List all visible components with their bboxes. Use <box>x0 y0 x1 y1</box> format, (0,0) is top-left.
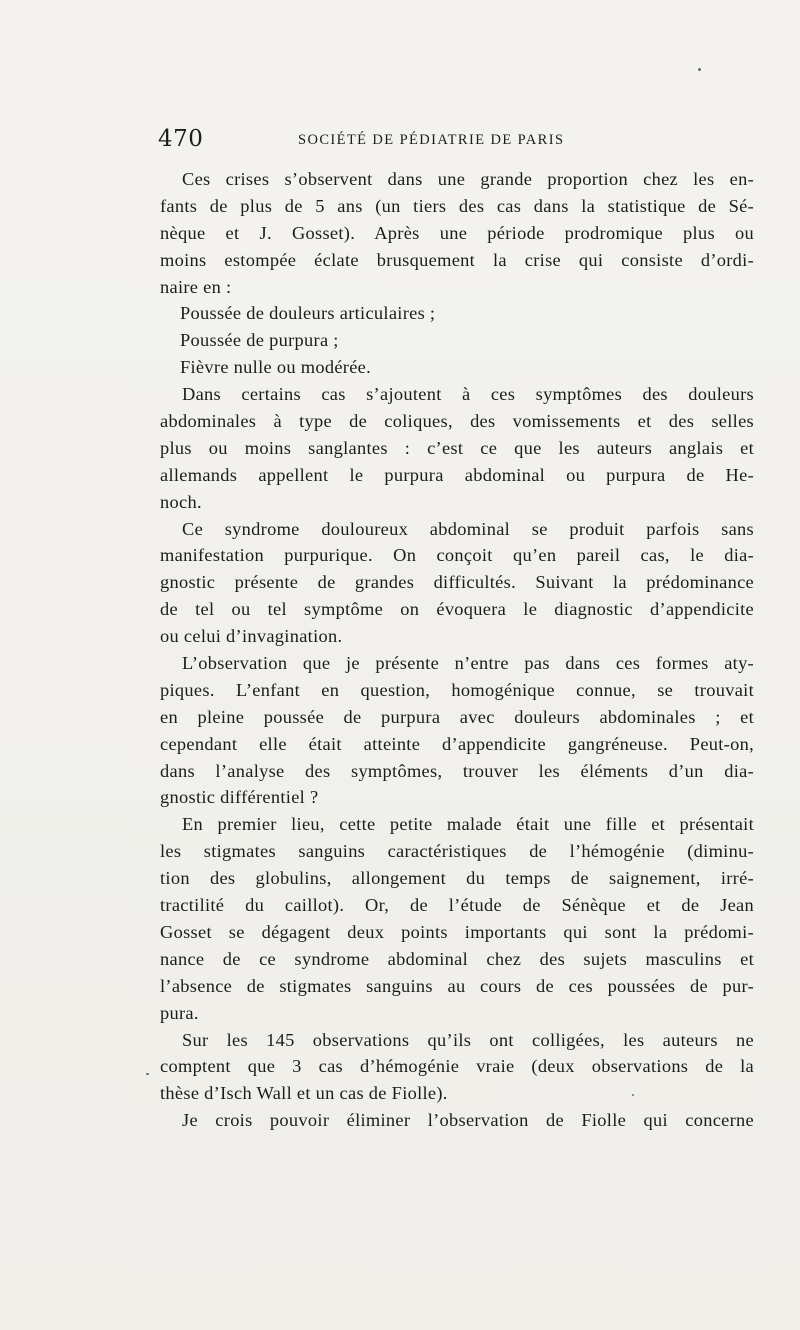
text-line: Gosset se dégagent deux points importants qui sont la prédomi- <box>160 921 754 942</box>
text-line: Ce syndrome douloureux abdominal se produit parfois sans <box>182 518 754 539</box>
page-number: 470 <box>158 126 204 152</box>
text-line: comptent que 3 cas d’hémogénie vraie (deux observations de la <box>160 1056 754 1077</box>
page-header <box>158 126 754 156</box>
text-line: moins estompée éclate brusquement la crise qui consiste d’ordi- <box>160 249 754 270</box>
text-line: Poussée de douleurs articulaires ; <box>180 303 436 324</box>
text-line: Ces crises s’observent dans une grande proportion chez les en- <box>182 169 754 189</box>
text-line: manifestation purpurique. On conçoit qu’en pareil cas, le dia- <box>160 545 754 566</box>
text-line: fants de plus de 5 ans (un tiers des cas dans la statistique de Sé- <box>160 195 754 216</box>
body-text <box>160 166 754 1134</box>
text-line: Sur les 145 observations qu’ils ont colligées, les auteurs ne <box>182 1029 754 1050</box>
text-line: ou celui d’invagination. <box>160 626 343 647</box>
text-line: piques. L’enfant en question, homogénique connue, se trouvait <box>160 679 754 700</box>
text-line: allemands appellent le purpura abdominal ou purpura de He- <box>160 464 754 485</box>
scan-speck <box>698 68 701 71</box>
text-line: dans l’analyse des symptômes, trouver les éléments d’un dia- <box>160 760 754 781</box>
text-line: L’observation que je présente n’entre pas dans ces formes aty- <box>182 653 754 674</box>
text-line: Je crois pouvoir éliminer l’observation de Fiolle qui concerne <box>182 1110 754 1131</box>
text-line: tion des globulins, allongement du temps de saignement, irré- <box>160 868 754 889</box>
text-line: cependant elle était atteinte d’appendicite gangréneuse. Peut-on, <box>160 733 754 754</box>
text-line: noch. <box>160 491 202 512</box>
text-line: l’absence de stigmates sanguins au cours de ces poussées de pur- <box>160 975 754 996</box>
scan-speck <box>146 1073 149 1075</box>
text-line: en pleine poussée de purpura avec douleurs abdominales ; et <box>160 706 754 727</box>
running-title: SOCIÉTÉ DE PÉDIATRIE DE PARIS <box>298 132 565 148</box>
text-line: nance de ce syndrome abdominal chez des sujets masculins et <box>160 948 754 969</box>
text-line: gnostic présente de grandes difficultés. Suivant la prédominance <box>160 572 754 593</box>
text-line: naire en : <box>160 276 232 297</box>
text-line: thèse d’Isch Wall et un cas de Fiolle). <box>160 1083 448 1104</box>
text-line: Poussée de purpura ; <box>180 330 339 351</box>
text-line: plus ou moins sanglantes : c’est ce que les auteurs anglais et <box>160 437 754 458</box>
text-line: tractilité du caillot). Or, de l’étude de Sénèque et de Jean <box>160 895 754 916</box>
text-line: gnostic différentiel ? <box>160 787 319 808</box>
scan-speck <box>632 1094 634 1096</box>
text-line: Fièvre nulle ou modérée. <box>180 357 372 378</box>
text-line: abdominales à type de coliques, des vomissements et des selles <box>160 411 754 432</box>
text-line: pura. <box>160 1002 199 1023</box>
text-line: Dans certains cas s’ajoutent à ces symptômes des douleurs <box>182 384 754 405</box>
text-line: En premier lieu, cette petite malade était une fille et présentait <box>182 814 754 835</box>
text-line: les stigmates sanguins caractéristiques de l’hémogénie (diminu- <box>160 841 754 862</box>
text-line: nèque et J. Gosset). Après une période prodromique plus ou <box>160 222 754 243</box>
text-line: de tel ou tel symptôme on évoquera le diagnostic d’appendicite <box>160 599 754 620</box>
